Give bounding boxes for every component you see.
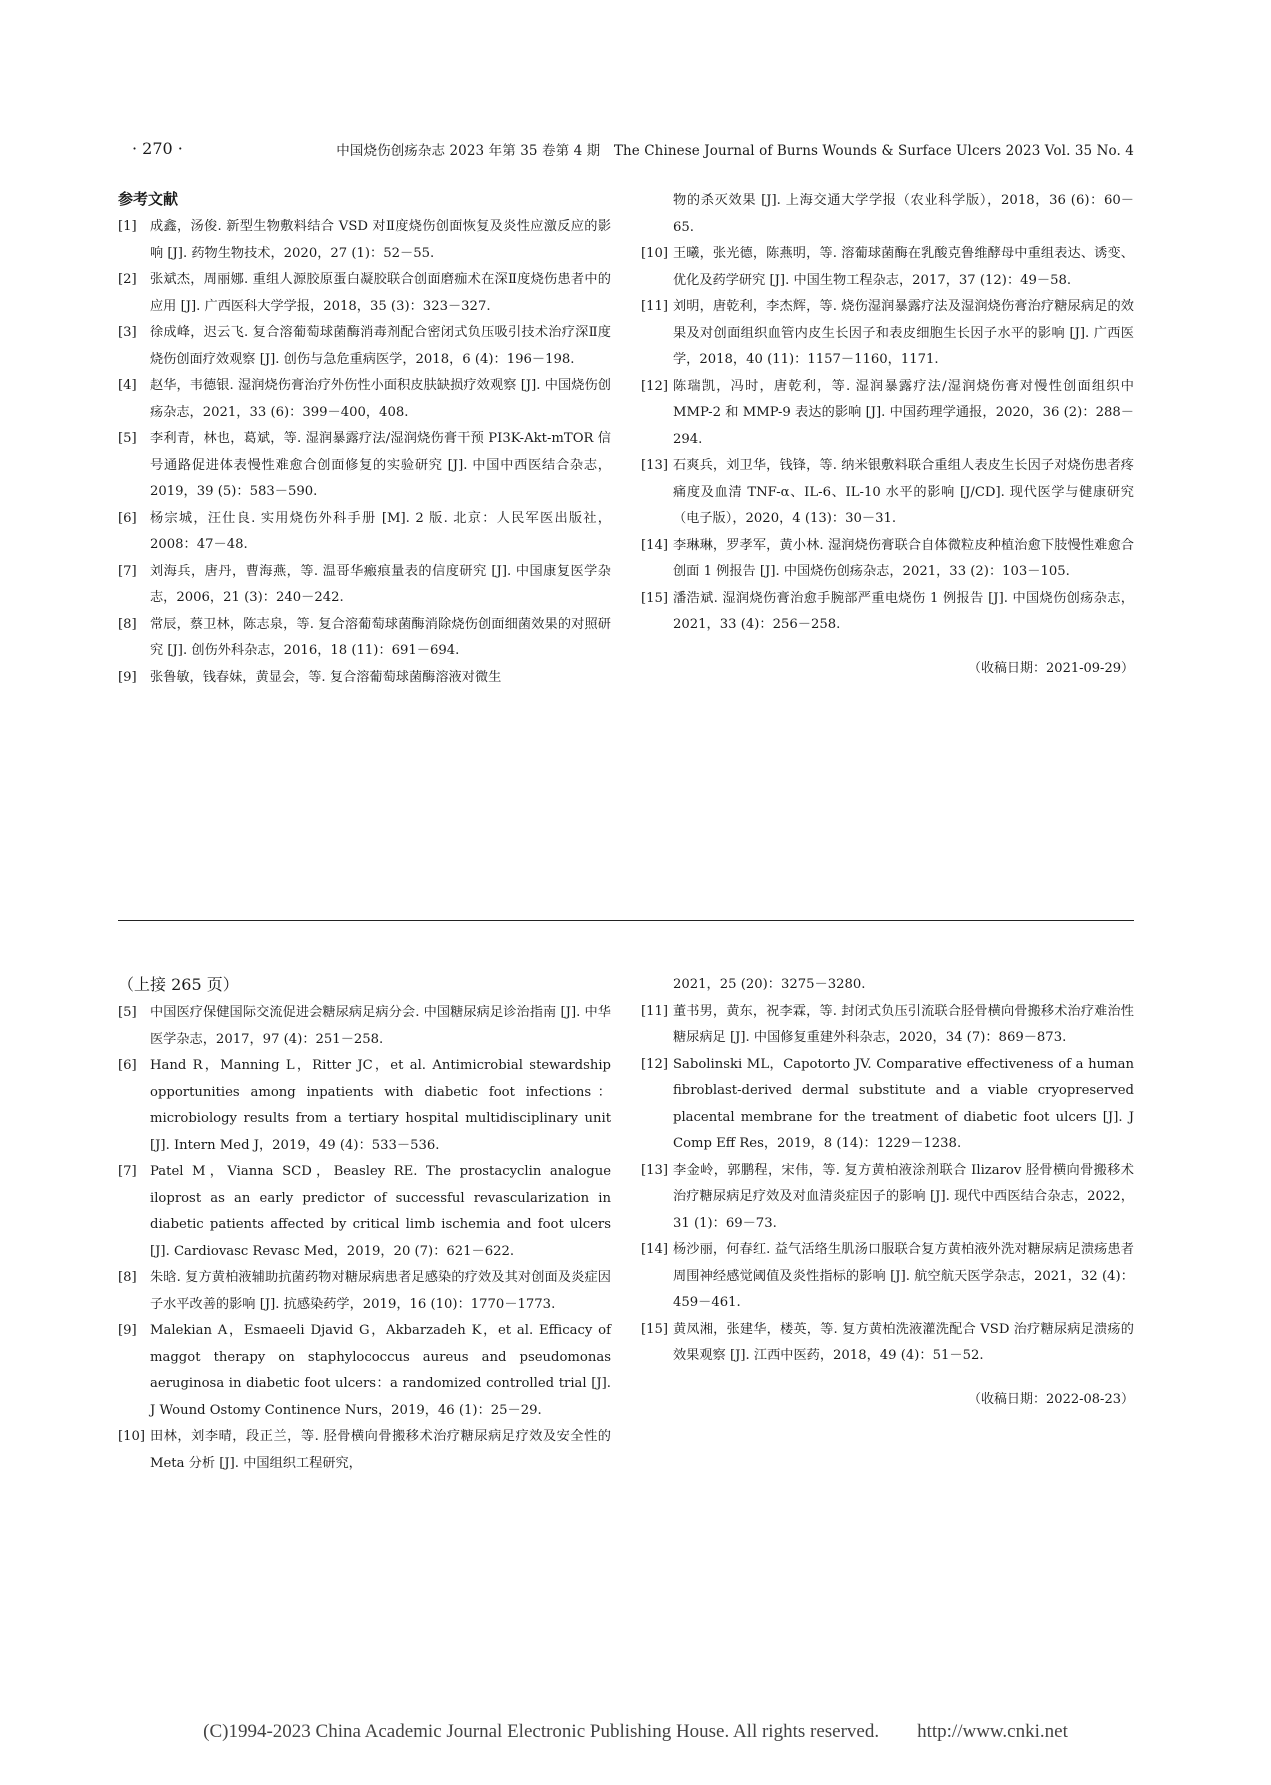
continued-from-label: （上接 265 页） xyxy=(118,975,239,994)
section-divider xyxy=(118,920,1134,921)
reference-entry xyxy=(118,214,611,267)
reference-number: [5] xyxy=(118,1005,137,1020)
reference-text: 赵华，韦德银. 湿润烧伤膏治疗外伤性小面积皮肤缺损疗效观察 [J]. 中国烧伤创疡杂志，2021，33 (6)：399－400，408. xyxy=(150,378,611,420)
received-date: （收稿日期：2022-08-23） xyxy=(968,1391,1134,1407)
reference-entry xyxy=(118,1318,611,1424)
reference-text: 黄凤湘，张建华，楼英，等. 复方黄柏洗液灌洗配合 VSD 治疗糖尿病足溃疡的效果观察 [J]. 江西中医药，2018，49 (4)：51－52. xyxy=(673,1321,1134,1363)
reference-entry xyxy=(118,1265,611,1318)
reference-text: Sabolinski ML，Capotorto JV. Comparative effectiveness of a human fibroblast-derived dermal substitute and a viable cryopreserved placental membrane for the treatment of diabetic foot ulcers [J]. J Comp Eff Res，2019，8 (14)：1229－1238. xyxy=(673,1056,1134,1151)
reference-text: 徐成峰，迟云飞. 复合溶葡萄球菌酶消毒剂配合密闭式负压吸引技术治疗深Ⅱ度烧伤创面疗效观察 [J]. 创伤与急危重病医学，2018，6 (4)：196－198. xyxy=(150,325,611,367)
reference-number: [7] xyxy=(118,563,137,579)
page-header xyxy=(118,139,1134,161)
reference-number: [9] xyxy=(118,669,137,685)
top-right-column xyxy=(641,188,1134,676)
reference-entry xyxy=(641,1158,1134,1238)
reference-number: [11] xyxy=(641,299,669,314)
reference-number: [5] xyxy=(118,431,137,446)
reference-entry xyxy=(641,374,1134,454)
reference-text: 朱晗. 复方黄柏液辅助抗菌药物对糖尿病患者足感染的疗效及其对创面及炎症因子水平改善的影响 [J]. 抗感染药学，2019，16 (10)：1770－1773. xyxy=(150,1270,611,1312)
reference-number: [9] xyxy=(118,1323,137,1338)
reference-number: [13] xyxy=(641,1162,669,1178)
reference-list xyxy=(118,1000,611,1477)
reference-entry xyxy=(641,533,1134,586)
bottom-left-column xyxy=(118,972,611,1477)
reference-entry xyxy=(641,294,1134,374)
reference-text: 李金岭，郭鹏程，宋伟，等. 复方黄柏液涂剂联合 Ilizarov 胫骨横向骨搬移术治疗糖尿病足疗效及对血清炎症因子的影响 [J]. 现代中西医结合杂志，2022，31 (1)：69－73. xyxy=(673,1162,1134,1231)
reference-text: 杨宗城，汪仕良. 实用烧伤外科手册 [M]. 2 版. 北京：人民军医出版社，2008：47－48. xyxy=(150,510,611,552)
reference-entry xyxy=(118,373,611,426)
reference-entry xyxy=(118,1053,611,1159)
reference-entry xyxy=(118,267,611,320)
reference-entry xyxy=(641,241,1134,294)
reference-number: [12] xyxy=(641,1056,669,1072)
reference-number: [10] xyxy=(641,246,669,261)
reference-text: Hand R，Manning L，Ritter JC，et al. Antimicrobial stewardship opportunities among inpatients with diabetic foot infections：microbiology results from a tertiary hospital multidisciplinary unit [J]. Intern Med J，2019，49 (4)：533－536. xyxy=(150,1058,611,1153)
received-date: （收稿日期：2021-09-29） xyxy=(968,660,1134,676)
reference-entry xyxy=(118,426,611,506)
bottom-right-column xyxy=(641,972,1134,1407)
reference-number: [4] xyxy=(118,378,137,393)
reference-entry xyxy=(118,1424,611,1477)
reference-entry xyxy=(118,665,611,692)
reference-number: [14] xyxy=(641,537,669,553)
reference-text: 刘海兵，唐丹，曹海燕，等. 温哥华瘢痕量表的信度研究 [J]. 中国康复医学杂志，2006，21 (3)：240－242. xyxy=(150,563,611,605)
reference-text: 田林，刘李晴，段正兰，等. 胫骨横向骨搬移术治疗糖尿病足疗效及安全性的 Meta 分析 [J]. 中国组织工程研究， xyxy=(150,1429,611,1471)
reference-entry xyxy=(641,586,1134,639)
reference-text: 中国医疗保健国际交流促进会糖尿病足病分会. 中国糖尿病足诊治指南 [J]. 中华医学杂志，2017，97 (4)：251－258. xyxy=(150,1005,611,1047)
reference-number: [15] xyxy=(641,1321,669,1337)
reference-list xyxy=(641,241,1134,639)
reference-text: Patel M，Vianna SCD，Beasley RE. The prostacyclin analogue iloprost as an early predictor of successful revascularization in diabetic patients affected by critical limb ischemia and foot ulcers [J]. Cardiovasc Revasc Med，2019，20 (7)：621－622. xyxy=(150,1164,611,1259)
running-head: 中国烧伤创疡杂志 2023 年第 35 卷第 4 期 The Chinese Journal of Burns Wounds & Surface Ulcers 2023 Vol. 35 No. 4 xyxy=(336,143,1134,159)
reference-text: 潘浩斌. 湿润烧伤膏治愈手腕部严重电烧伤 1 例报告 [J]. 中国烧伤创疡杂志，2021，33 (4)：256－258. xyxy=(673,590,1134,632)
reference-entry xyxy=(118,559,611,612)
reference-number: [3] xyxy=(118,325,137,340)
reference-text: 成鑫，汤俊. 新型生物敷料结合 VSD 对Ⅱ度烧伤创面恢复及炎性应激反应的影响 [J]. 药物生物技术，2020，27 (1)：52－55. xyxy=(150,219,611,261)
reference-number: [7] xyxy=(118,1164,137,1179)
reference-text: 李利青，林也，葛斌，等. 湿润暴露疗法/湿润烧伤膏干预 PI3K-Akt-mTOR 信号通路促进体表慢性难愈合创面修复的实验研究 [J]. 中国中西医结合杂志，2019，39 (5)：583－590. xyxy=(150,431,611,499)
reference-text: 张斌杰，周丽娜. 重组人源胶原蛋白凝胶联合创面磨痂术在深Ⅱ度烧伤患者中的应用 [J]. 广西医科大学学报，2018，35 (3)：323－327. xyxy=(150,272,611,314)
reference-list xyxy=(641,999,1134,1370)
reference-text: 张鲁敏，钱春妹，黄显会，等. 复合溶葡萄球菌酶溶液对微生 xyxy=(150,669,502,685)
reference-entry xyxy=(118,612,611,665)
reference-number: [12] xyxy=(641,378,669,394)
reference-text: 董书男，黄东，祝李霖，等. 封闭式负压引流联合胫骨横向骨搬移术治疗难治性糖尿病足 [J]. 中国修复重建外科杂志，2020，34 (7)：869－873. xyxy=(673,1003,1134,1045)
reference-text: 刘明，唐乾利，李杰辉，等. 烧伤湿润暴露疗法及湿润烧伤膏治疗糖尿病足的效果及对创面组织血管内皮生长因子和表皮细胞生长因子水平的影响 [J]. 广西医学，2018，40 (11)：1157－1160，1171. xyxy=(673,299,1134,367)
reference-entry xyxy=(118,320,611,373)
reference-number: [6] xyxy=(118,510,137,526)
top-left-column xyxy=(118,188,611,691)
reference-text: 陈瑞凯，冯时，唐乾利，等. 湿润暴露疗法/湿润烧伤膏对慢性创面组织中 MMP-2 和 MMP-9 表达的影响 [J]. 中国药理学通报，2020，36 (2)：288－294. xyxy=(673,378,1134,447)
reference-text: 杨沙丽，何春红. 益气活络生肌汤口服联合复方黄柏液外洗对糖尿病足溃疡患者周围神经感觉阈值及炎性指标的影响 [J]. 航空航天医学杂志，2021，32 (4)：459－461. xyxy=(673,1242,1134,1310)
reference-text: 常辰，蔡卫林，陈志泉，等. 复合溶葡萄球菌酶消除烧伤创面细菌效果的对照研究 [J]. 创伤外科杂志，2016，18 (11)：691－694. xyxy=(150,616,611,658)
reference-entry xyxy=(118,1000,611,1053)
reference-number: [8] xyxy=(118,616,137,632)
reference-text: Malekian A，Esmaeeli Djavid G，Akbarzadeh K，et al. Efficacy of maggot therapy on staphylococcus aureus and pseudomonas aeruginosa in diabetic foot ulcers：a randomized controlled trial [J]. J Wound Ostomy Continence Nurs，2019，46 (1)：25－29. xyxy=(150,1323,611,1418)
reference-entry xyxy=(118,506,611,559)
reference-number: [13] xyxy=(641,458,669,473)
reference-text: 李琳琳，罗孝军，黄小林. 湿润烧伤膏联合自体微粒皮种植治愈下肢慢性难愈合创面 1 例报告 [J]. 中国烧伤创疡杂志，2021，33 (2)：103－105. xyxy=(673,537,1134,579)
copyright-footer: (C)1994-2023 China Academic Journal Electronic Publishing House. All rights reserved. http://www.cnki.net xyxy=(203,1721,1068,1742)
reference-entry xyxy=(641,999,1134,1052)
reference-text: 石爽兵，刘卫华，钱锋，等. 纳米银敷料联合重组人表皮生长因子对烧伤患者疼痛度及血清 TNF-α、IL-6、IL-10 水平的影响 [J/CD]. 现代医学与健康研究（电子版），2020，4 (13)：30－31. xyxy=(673,458,1134,526)
reference-entry xyxy=(641,453,1134,533)
reference-number: [2] xyxy=(118,272,137,287)
reference-number: [14] xyxy=(641,1242,669,1257)
reference-number: [15] xyxy=(641,590,669,606)
reference-entry xyxy=(641,1052,1134,1158)
reference-number: [6] xyxy=(118,1058,137,1073)
reference-entry xyxy=(641,1317,1134,1370)
reference-text: 王曦，张光德，陈燕明，等. 溶葡球菌酶在乳酸克鲁维酵母中重组表达、诱变、优化及药学研究 [J]. 中国生物工程杂志，2017，37 (12)：49－58. xyxy=(673,246,1134,288)
reference-number: [10] xyxy=(118,1429,146,1444)
reference-entry xyxy=(118,1159,611,1265)
reference-list xyxy=(118,214,611,691)
section-title: 参考文献 xyxy=(118,190,179,208)
page-number: · 270 · xyxy=(132,139,183,158)
reference-number: [8] xyxy=(118,1270,137,1285)
reference-continuation: 2021，25 (20)：3275－3280. xyxy=(673,977,866,992)
reference-continuation: 物的杀灭效果 [J]. 上海交通大学学报（农业科学版），2018，36 (6)：60－65. xyxy=(673,193,1134,235)
reference-number: [1] xyxy=(118,219,137,234)
reference-entry xyxy=(641,1237,1134,1317)
reference-number: [11] xyxy=(641,1003,669,1019)
